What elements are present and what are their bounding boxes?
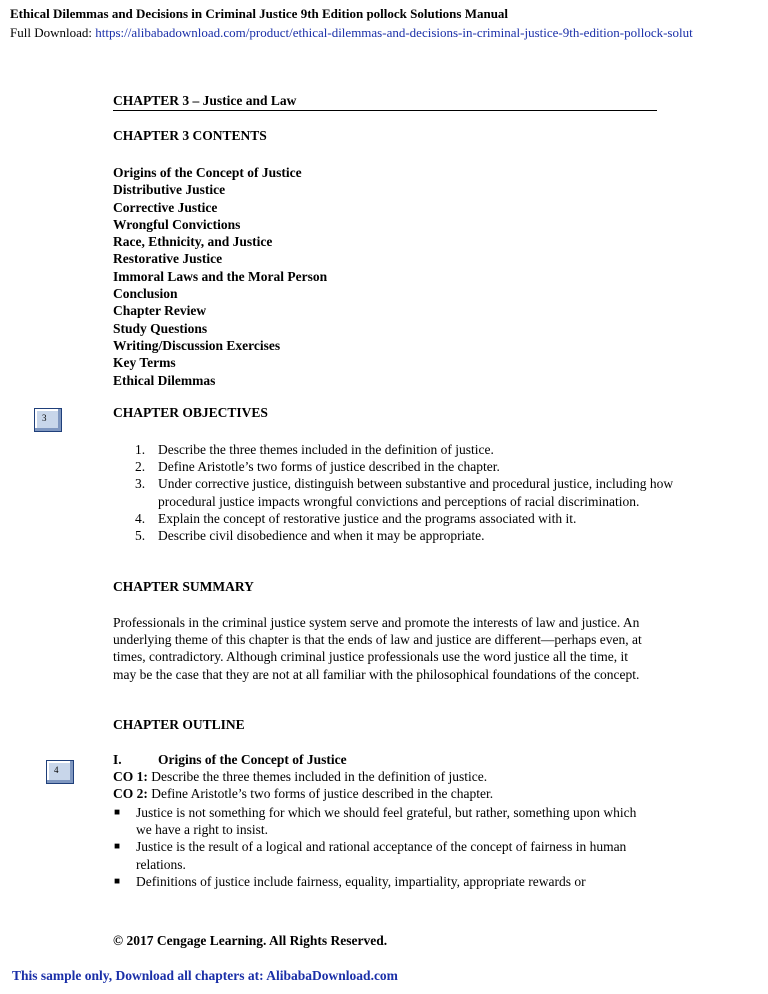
outline-bullet-item xyxy=(113,838,653,872)
objective-text: Define Aristotle’s two forms of justice described in the chapter. xyxy=(158,459,500,475)
outline-section-title: Origins of the Concept of Justice xyxy=(158,752,347,767)
full-download-label: Full Download: xyxy=(10,25,96,40)
course-objective-1 xyxy=(113,769,487,785)
bullet-text: Justice is not something for which we should feel grateful, but rather, something upon which we have a right to insist. xyxy=(136,805,637,838)
outline-section-heading xyxy=(113,752,347,768)
objective-text: Describe civil disobedience and when it may be appropriate. xyxy=(158,528,485,544)
objective-text: Explain the concept of restorative justice and the programs associated with it. xyxy=(158,510,577,526)
co2-label: CO 2: xyxy=(113,786,148,801)
outline-bullet-item xyxy=(113,804,653,838)
contents-item: Conclusion xyxy=(113,286,178,302)
contents-heading: CHAPTER 3 CONTENTS xyxy=(113,128,267,143)
bullet-text: Justice is the result of a logical and rational acceptance of the concept of fairness in human relations. xyxy=(136,839,627,872)
objective-number: 3. xyxy=(135,476,146,492)
contents-item: Immoral Laws and the Moral Person xyxy=(113,268,328,284)
square-bullet-icon: ■ xyxy=(114,841,121,853)
co2-text: Define Aristotle’s two forms of justice described in the chapter. xyxy=(147,786,494,801)
objective-text: Under corrective justice, distinguish between substantive and procedural justice, including how procedural justice impacts wrongful convictions and perceptions of racial discrimination. xyxy=(158,476,674,509)
co1-label: CO 1: xyxy=(113,769,148,784)
contents-item: Study Questions xyxy=(113,320,208,336)
contents-item: Chapter Review xyxy=(113,303,207,319)
objective-item xyxy=(135,458,695,475)
copyright-notice: © 2017 Cengage Learning. All Rights Reserved. xyxy=(113,933,388,948)
contents-list xyxy=(113,164,327,389)
course-objective-2 xyxy=(113,786,493,802)
chapter-title: CHAPTER 3 – Justice and Law xyxy=(113,93,657,111)
full-download-line xyxy=(10,25,768,41)
objective-number: 1. xyxy=(135,442,146,457)
contents-item: Race, Ethnicity, and Justice xyxy=(113,234,273,250)
outline-heading: CHAPTER OUTLINE xyxy=(113,717,245,732)
objective-number: 4. xyxy=(135,510,146,526)
summary-paragraph: Professionals in the criminal justice system serve and promote the interests of law and justice. An underlying theme of this chapter is that the ends of law and justice are different—perhaps even, at times, contradictory. Although criminal justice professionals use the word justice all the time, it may be the case that they are not at all familiar with the philosophical foundations of the concept. xyxy=(113,615,642,682)
contents-item: Wrongful Convictions xyxy=(113,216,241,232)
contents-item: Distributive Justice xyxy=(113,182,226,198)
objectives-list xyxy=(135,441,695,544)
summary-heading: CHAPTER SUMMARY xyxy=(113,579,254,594)
outline-bullet-item xyxy=(113,873,653,890)
contents-item: Key Terms xyxy=(113,355,176,371)
contents-item: Ethical Dilemmas xyxy=(113,372,216,388)
slide-marker-number: 3 xyxy=(42,413,47,423)
co1-text: Describe the three themes included in the definition of justice. xyxy=(147,769,488,784)
objective-number: 5. xyxy=(135,528,146,544)
slide-marker-icon xyxy=(34,408,62,432)
square-bullet-icon: ■ xyxy=(114,807,121,818)
contents-item: Restorative Justice xyxy=(113,251,223,267)
bullet-text: Definitions of justice include fairness, equality, impartiality, appropriate rewards or xyxy=(136,873,586,889)
objective-text: Describe the three themes included in the definition of justice. xyxy=(158,442,494,457)
document-header-title: Ethical Dilemmas and Decisions in Criminal Justice 9th Edition pollock Solutions Manual xyxy=(10,6,509,21)
objective-item xyxy=(135,441,695,458)
contents-item: Writing/Discussion Exercises xyxy=(113,337,281,353)
slide-marker-icon xyxy=(46,760,74,784)
slide-marker-number: 4 xyxy=(54,765,59,775)
objectives-heading: CHAPTER OBJECTIVES xyxy=(113,405,268,420)
outline-roman-numeral: I. xyxy=(113,752,122,767)
contents-item: Corrective Justice xyxy=(113,199,218,215)
full-download-link[interactable]: https://alibabadownload.com/product/ethical-dilemmas-and-decisions-in-criminal-justice-9th-edition-pollock-solut xyxy=(95,25,693,40)
objective-number: 2. xyxy=(135,459,146,475)
footer-download-notice[interactable]: This sample only, Download all chapters at: AlibabaDownload.com xyxy=(12,968,398,983)
square-bullet-icon: ■ xyxy=(114,875,121,887)
objective-item xyxy=(135,527,695,544)
contents-item: Origins of the Concept of Justice xyxy=(113,165,302,180)
outline-bullet-list xyxy=(113,804,653,890)
objective-item xyxy=(135,475,695,509)
objective-item xyxy=(135,510,695,527)
